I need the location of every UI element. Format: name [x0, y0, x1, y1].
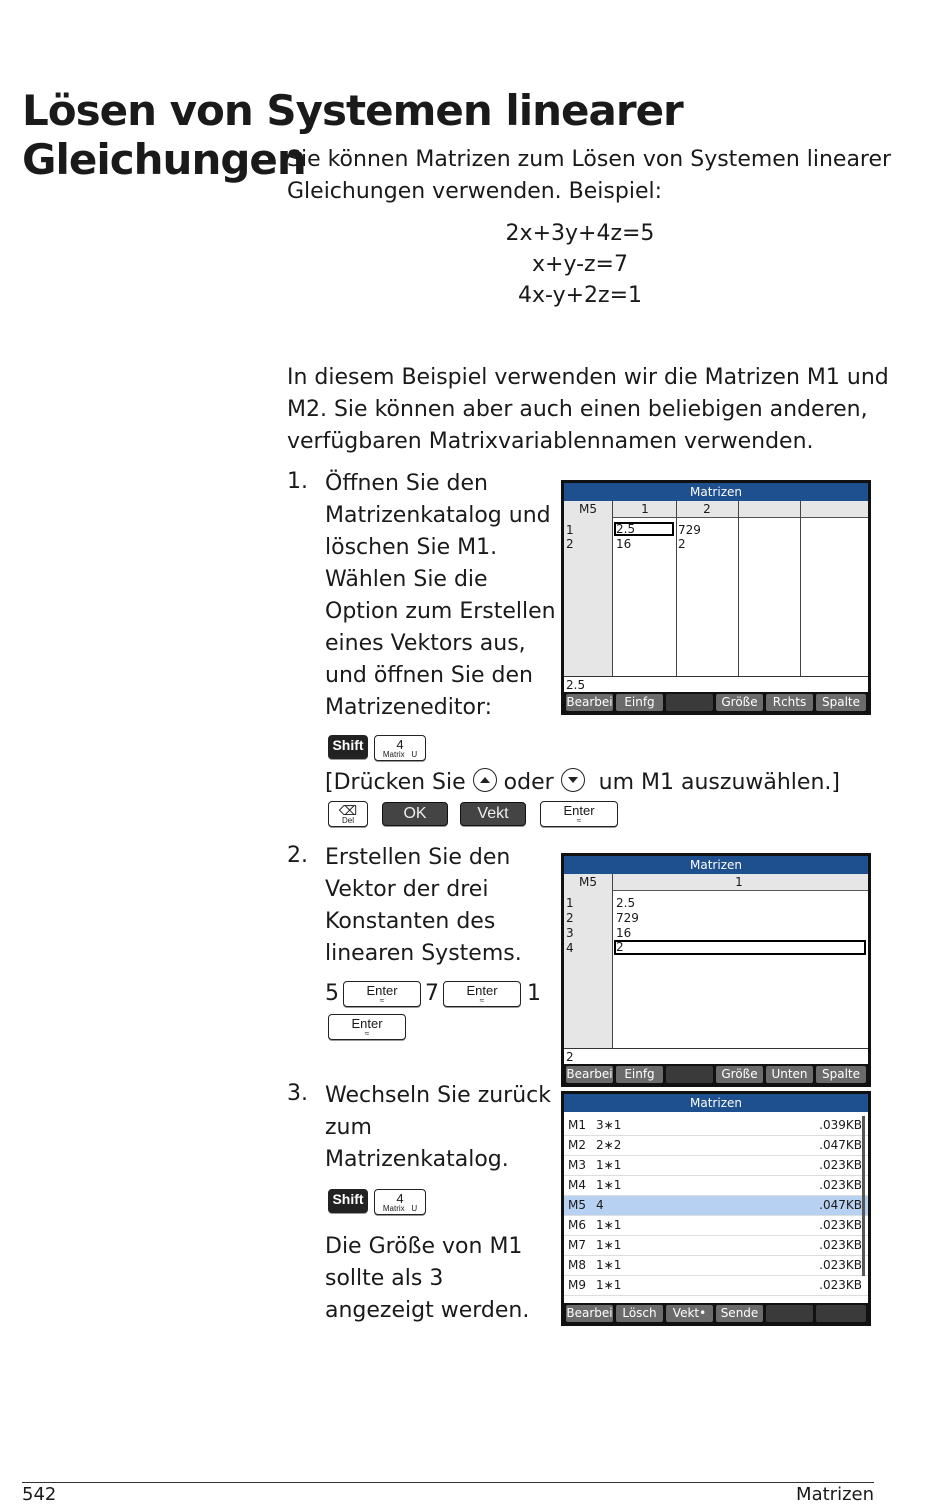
softkey-einfg[interactable]: Einfg: [616, 694, 663, 711]
equation-block: [470, 218, 690, 311]
step-line: Matrizeneditor:: [325, 695, 493, 720]
softkey-empty[interactable]: [766, 1305, 813, 1322]
equation: x+y-z=7: [531, 252, 628, 277]
step-line: Öffnen Sie den: [325, 471, 488, 496]
key-main-label: Enter: [351, 1016, 383, 1031]
matrix-size: .023KB: [819, 1178, 862, 1192]
softkey-loesch[interactable]: Lösch: [616, 1305, 663, 1322]
step-line: Matrizenkatalog.: [325, 1147, 509, 1172]
softkey-menu: [564, 692, 868, 712]
scrollbar[interactable]: [862, 1116, 865, 1276]
press-text: [Drücken Sie: [325, 770, 466, 795]
down-arrow-key-icon[interactable]: [561, 768, 585, 792]
matrix-dimension: 1∗1: [596, 1238, 622, 1252]
row-label: 3: [566, 926, 574, 940]
matrix-size: .039KB: [819, 1118, 862, 1132]
key-main-label: 4: [396, 1191, 404, 1206]
row-label: 2: [566, 911, 574, 925]
column-header: [564, 501, 868, 518]
enter-key[interactable]: [540, 801, 618, 827]
catalog-row[interactable]: [564, 1256, 868, 1276]
matrix-name: M6: [568, 1218, 586, 1232]
matrix-size: .023KB: [819, 1238, 862, 1252]
ok-softkey[interactable]: OK: [382, 802, 448, 826]
step-number: 2.: [287, 843, 308, 868]
shift-key[interactable]: Shift: [328, 735, 368, 759]
step-line: Die Größe von M1: [325, 1234, 523, 1259]
catalog-row[interactable]: [564, 1136, 868, 1156]
key-sub-label: ≈: [576, 816, 582, 825]
column-label: 1: [735, 875, 743, 889]
softkey-groesse[interactable]: Größe: [716, 1066, 763, 1083]
matrix-name: M4: [568, 1178, 586, 1192]
matrix-name: M1: [568, 1118, 586, 1132]
matrix-name: M5: [568, 1198, 586, 1212]
page-number: 542: [22, 1484, 57, 1505]
matrix-dimension: 2∗2: [596, 1138, 622, 1152]
step-line: Wählen Sie die: [325, 567, 488, 592]
footer-rule: [22, 1482, 874, 1483]
softkey-rchts[interactable]: Rchts: [766, 694, 813, 711]
vector-cell[interactable]: 729: [616, 911, 639, 925]
softkey-empty[interactable]: [666, 1066, 713, 1083]
matrix-name: M5: [579, 875, 597, 889]
softkey-groesse[interactable]: Größe: [716, 694, 763, 711]
step-line: Matrizenkatalog und: [325, 503, 551, 528]
enter-key[interactable]: [343, 981, 421, 1007]
matrix-cell[interactable]: 16: [616, 537, 632, 551]
matrix-dimension: 1∗1: [596, 1258, 622, 1272]
softkey-empty[interactable]: [816, 1305, 866, 1322]
matrix-name: M8: [568, 1258, 586, 1272]
shift-key[interactable]: Shift: [328, 1189, 368, 1213]
digit-input: 7: [425, 981, 439, 1006]
section-name: Matrizen: [796, 1484, 874, 1505]
catalog-row[interactable]: [564, 1276, 868, 1296]
step-line: sollte als 3: [325, 1266, 444, 1291]
step-number: 1.: [287, 469, 308, 494]
intro-text: [287, 144, 891, 208]
matrix-cell[interactable]: 2: [678, 537, 686, 551]
vector-cell[interactable]: 2.5: [616, 896, 636, 910]
step-line: Vektor der drei: [325, 877, 489, 902]
calculator-screen-3: [561, 1091, 871, 1326]
vekt-softkey[interactable]: Vekt: [460, 802, 526, 826]
digit-input: 1: [527, 981, 541, 1006]
step-line: Konstanten des: [325, 909, 496, 934]
intro-line: Sie können Matrizen zum Lösen von Systemen linearer: [287, 147, 892, 172]
step-line: löschen Sie M1.: [325, 535, 498, 560]
matrix-dimension: 1∗1: [596, 1158, 622, 1172]
key-main-label: 4: [396, 737, 404, 752]
column-label: 2: [703, 502, 711, 516]
softkey-menu: [564, 1064, 868, 1084]
calculator-screen-2: [561, 853, 871, 1087]
softkey-einfg[interactable]: Einfg: [616, 1066, 663, 1083]
backspace-icon: ⌫: [338, 803, 358, 818]
equation: 2x+3y+4z=5: [505, 221, 655, 246]
press-text: oder: [503, 770, 554, 795]
softkey-bearbei[interactable]: Bearbei: [566, 695, 613, 709]
step-number: 3.: [287, 1081, 308, 1106]
digit-input: 5: [325, 981, 339, 1006]
press-text: um M1 auszuwählen.]: [598, 770, 840, 795]
paragraph-2: [287, 362, 889, 458]
enter-key[interactable]: [328, 1014, 406, 1040]
matrix-size: .023KB: [819, 1258, 862, 1272]
matrix-dimension: 1∗1: [596, 1178, 622, 1192]
step-1-text: [325, 468, 556, 724]
step-line: eines Vektors aus,: [325, 631, 526, 656]
key-4-matrix[interactable]: [374, 1189, 426, 1215]
matrix-name: M3: [568, 1158, 586, 1172]
intro-line: Gleichungen verwenden. Beispiel:: [287, 179, 663, 204]
softkey-unten[interactable]: Unten: [766, 1066, 813, 1083]
key-sub-label: Matrix U: [382, 750, 418, 759]
matrix-dimension: 3∗1: [596, 1118, 622, 1132]
catalog-row[interactable]: [564, 1176, 868, 1196]
del-key[interactable]: [328, 801, 368, 827]
screen-title: Matrizen: [564, 856, 868, 874]
up-arrow-key-icon[interactable]: [473, 768, 497, 792]
matrix-dimension: 1∗1: [596, 1278, 622, 1292]
key-4-matrix[interactable]: [374, 735, 426, 761]
key-sub-label: ≈: [479, 996, 485, 1005]
matrix-name: M2: [568, 1138, 586, 1152]
key-main-label: Enter: [466, 983, 498, 998]
para-line: In diesem Beispiel verwenden wir die Matrizen M1 und: [287, 365, 889, 390]
catalog-row[interactable]: [564, 1156, 868, 1176]
press-instruction: [325, 767, 840, 799]
key-sub-label: Matrix U: [382, 1204, 418, 1213]
key-main-label: Enter: [366, 983, 398, 998]
para-line: M2. Sie können aber auch einen beliebigen anderen,: [287, 397, 868, 422]
softkey-bearbei[interactable]: Bearbei: [566, 1306, 613, 1320]
step-3-text: [325, 1080, 551, 1176]
vector-cell-selected[interactable]: 2: [614, 940, 866, 955]
matrix-cell-selected[interactable]: 2.5: [614, 522, 674, 536]
step-line: Erstellen Sie den: [325, 845, 511, 870]
matrix-size: .047KB: [819, 1198, 862, 1212]
catalog-row[interactable]: [564, 1196, 868, 1216]
softkey-empty[interactable]: [666, 694, 713, 711]
step-line: Option zum Erstellen: [325, 599, 556, 624]
matrix-dimension: 4: [596, 1198, 604, 1212]
step-3-result-text: [325, 1231, 529, 1327]
column-label: 1: [641, 502, 649, 516]
matrix-name: M9: [568, 1278, 586, 1292]
catalog-row[interactable]: [564, 1216, 868, 1236]
step-line: linearen Systems.: [325, 941, 522, 966]
key-sub-label: Del: [341, 816, 354, 825]
catalog-row[interactable]: [564, 1116, 868, 1136]
screen-title: Matrizen: [564, 1094, 868, 1112]
row-label: 4: [566, 941, 574, 955]
step-line: angezeigt werden.: [325, 1298, 530, 1323]
matrix-name: M7: [568, 1238, 586, 1252]
softkey-spalte[interactable]: Spalte: [816, 694, 866, 711]
matrix-size: .023KB: [819, 1218, 862, 1232]
softkey-spalte[interactable]: Spalte: [816, 1066, 866, 1083]
matrix-size: .023KB: [819, 1278, 862, 1292]
matrix-size: .047KB: [819, 1138, 862, 1152]
matrix-cell[interactable]: 729: [678, 523, 701, 537]
entry-line[interactable]: 2.5: [566, 678, 586, 692]
softkey-sende[interactable]: Sende: [716, 1305, 763, 1322]
para-line: verfügbaren Matrixvariablennamen verwenden.: [287, 429, 814, 454]
step-line: Wechseln Sie zurück: [325, 1083, 552, 1108]
softkey-vekt[interactable]: Vekt•: [666, 1305, 713, 1322]
vector-cell[interactable]: 16: [616, 926, 632, 940]
step-2-text: [325, 842, 522, 970]
step-line: zum: [325, 1115, 372, 1140]
screen-title: Matrizen: [564, 483, 868, 501]
matrix-name: M5: [579, 502, 597, 516]
catalog-row[interactable]: [564, 1236, 868, 1256]
page-title: Lösen von Systemen linearer Gleichungen: [22, 86, 683, 184]
softkey-bearbei[interactable]: Bearbei: [566, 1067, 613, 1081]
enter-key[interactable]: [443, 981, 521, 1007]
calculator-screen-1: [561, 480, 871, 715]
matrix-size: .023KB: [819, 1158, 862, 1172]
column-header: [564, 874, 868, 891]
matrix-dimension: 1∗1: [596, 1218, 622, 1232]
row-label: 1: [566, 523, 574, 537]
key-sub-label: ≈: [364, 1029, 370, 1038]
step-line: und öffnen Sie den: [325, 663, 533, 688]
entry-line[interactable]: 2: [566, 1050, 574, 1064]
equation: 4x-y+2z=1: [518, 283, 642, 308]
row-label: 2: [566, 537, 574, 551]
softkey-menu: [564, 1303, 868, 1323]
key-sub-label: ≈: [379, 996, 385, 1005]
row-label: 1: [566, 896, 574, 910]
key-main-label: Enter: [563, 803, 595, 818]
